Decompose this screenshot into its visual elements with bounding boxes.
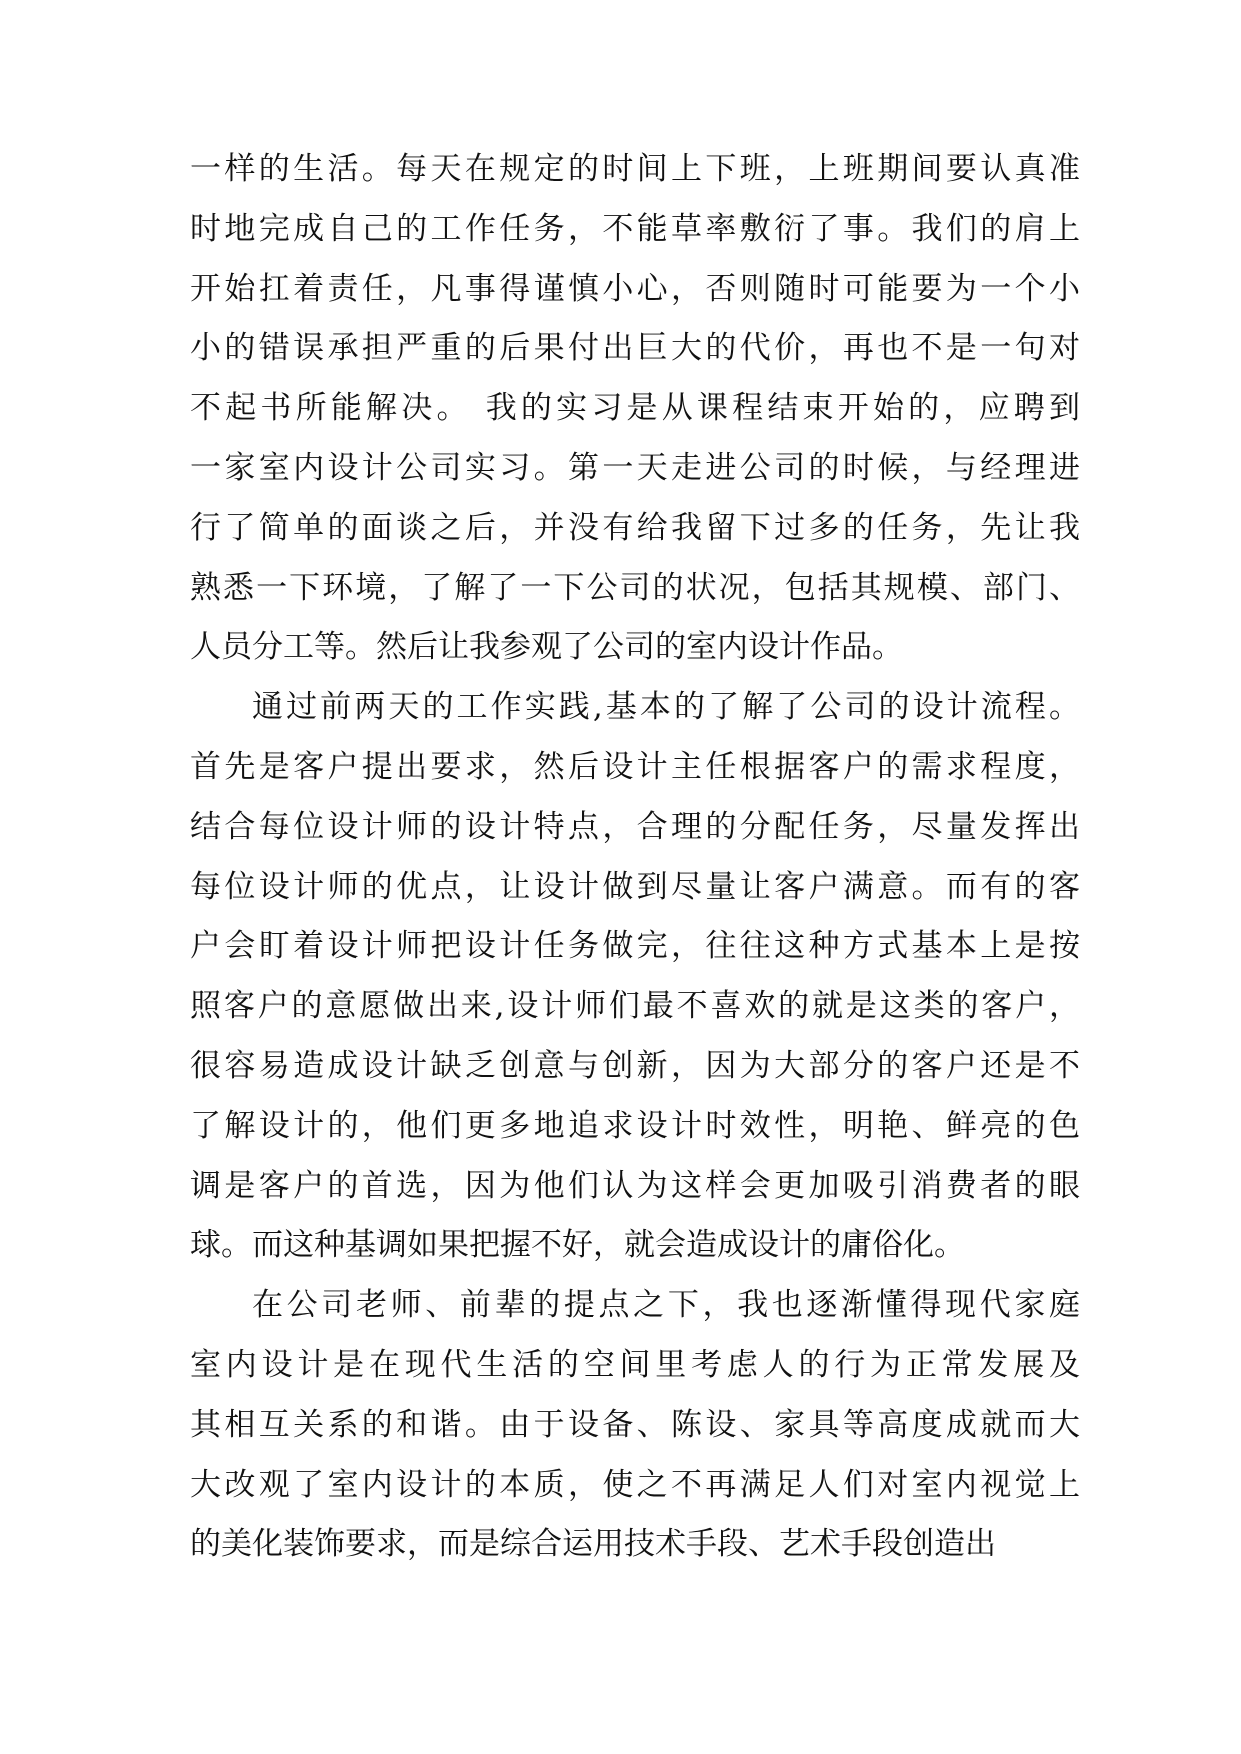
paragraph	[190, 1276, 1080, 1575]
text-line: 其相互关系的和谐。由于设备、陈设、家具等高度成就而大	[190, 1406, 1080, 1443]
paragraph	[190, 678, 1080, 1276]
text-line: 一家室内设计公司实习。第一天走进公司的时候，与经理进	[190, 449, 1080, 486]
text-line: 行了简单的面谈之后，并没有给我留下过多的任务，先让我	[190, 509, 1080, 546]
text-line: 结合每位设计师的设计特点，合理的分配任务，尽量发挥出	[190, 808, 1080, 845]
text-line: 的美化装饰要求，而是综合运用技术手段、艺术手段创造出	[190, 1526, 996, 1563]
text-line: 大改观了室内设计的本质，使之不再满足人们对室内视觉上	[190, 1466, 1080, 1503]
text-line: 照客户的意愿做出来,设计师们最不喜欢的就是这类的客户，	[190, 988, 1080, 1025]
text-line: 首先是客户提出要求，然后设计主任根据客户的需求程度，	[190, 748, 1080, 785]
text-line: 调是客户的首选，因为他们认为这样会更加吸引消费者的眼	[190, 1167, 1080, 1204]
text-line: 一样的生活。每天在规定的时间上下班，上班期间要认真准	[190, 151, 1080, 187]
paragraph	[190, 140, 1080, 678]
body-text	[190, 140, 1080, 1575]
text-line: 不起书所能解决。 我的实习是从课程结束开始的，应聘到	[190, 390, 1080, 427]
text-line: 通过前两天的工作实践,基本的了解了公司的设计流程。	[252, 689, 1080, 726]
text-line: 每位设计师的优点，让设计做到尽量让客户满意。而有的客	[190, 868, 1080, 905]
text-line: 小的错误承担严重的后果付出巨大的代价，再也不是一句对	[190, 330, 1080, 367]
text-line: 开始扛着责任，凡事得谨慎小心，否则随时可能要为一个小	[190, 270, 1080, 307]
text-line: 人员分工等。然后让我参观了公司的室内设计作品。	[190, 629, 903, 666]
text-line: 在公司老师、前辈的提点之下，我也逐渐懂得现代家庭	[252, 1287, 1080, 1324]
text-line: 很容易造成设计缺乏创意与创新，因为大部分的客户还是不	[190, 1047, 1080, 1084]
text-line: 时地完成自己的工作任务，不能草率敷衍了事。我们的肩上	[190, 210, 1080, 247]
text-line: 了解设计的，他们更多地追求设计时效性，明艳、鲜亮的色	[190, 1107, 1080, 1144]
text-line: 室内设计是在现代生活的空间里考虑人的行为正常发展及	[190, 1346, 1080, 1383]
text-line: 户会盯着设计师把设计任务做完，往往这种方式基本上是按	[190, 928, 1080, 965]
text-line: 熟悉一下环境，了解了一下公司的状况，包括其规模、部门、	[190, 569, 1080, 606]
text-line: 球。而这种基调如果把握不好，就会造成设计的庸俗化。	[190, 1227, 965, 1264]
